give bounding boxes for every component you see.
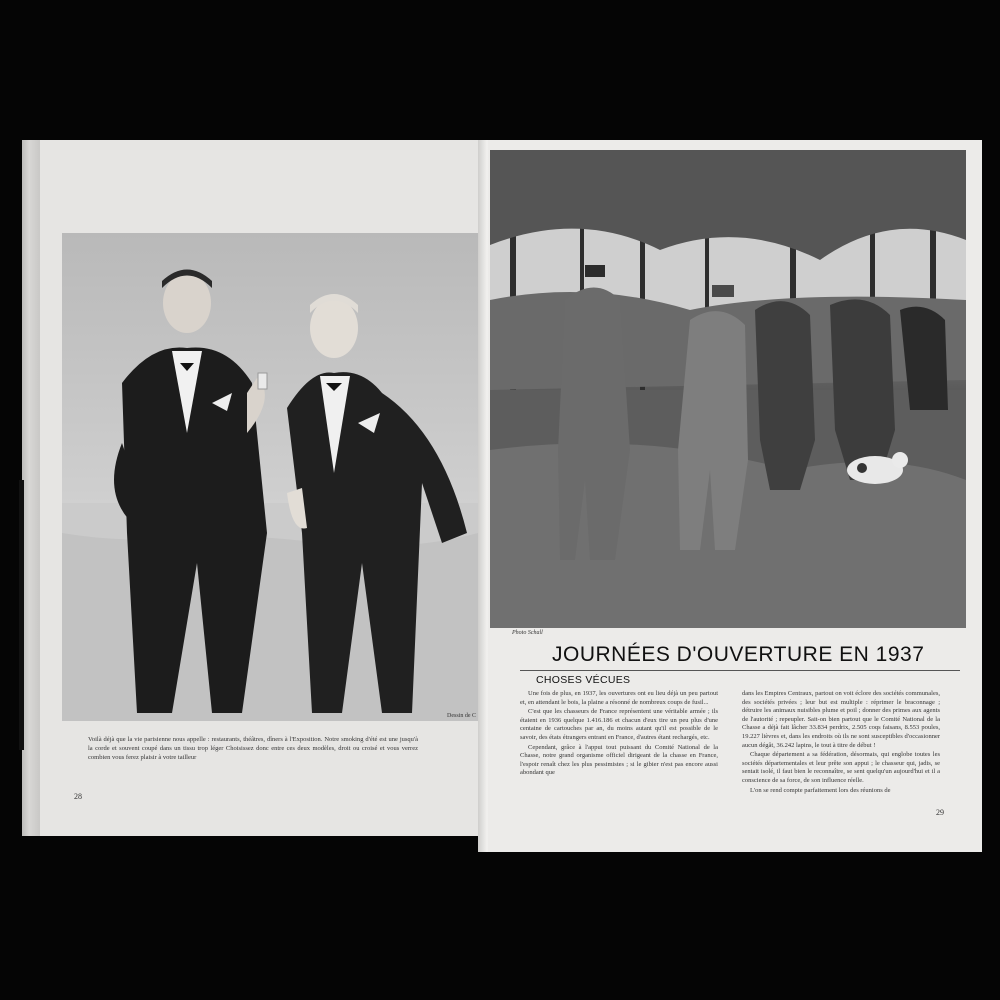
photo-credit: Photo Schall: [512, 630, 543, 636]
paragraph: C'est que les chasseurs de France représentent une véritable armée ; ils étaient en 1936 quelque 1.416.186 et chacun d'eux tire un peu plus d'une centaine de cartouches par an, du moins autant qu'il est possible de le savoir, des états étrangers entrant en France, d'autres étant rechargés, etc.: [520, 708, 718, 741]
paragraph: Chaque département a sa fédération, désormais, qui englobe toutes les sociétés départementales et leur prête son appui ; le chasseur qui, jadis, se sentait isolé, il faut bien le reconnaître, se sent quelqu'un aujourd'hui et il a conscience de sa force, de son influence réelle.: [742, 751, 940, 784]
text-column-2: [742, 690, 940, 796]
illustration-credit: Dessin de C: [447, 713, 476, 719]
page-number-left: 28: [74, 792, 82, 801]
section-heading: CHOSES VÉCUES: [536, 674, 631, 686]
paragraph: L'on se rend compte parfaitement lors des réunions de: [750, 786, 891, 794]
hunting-photo: [490, 150, 966, 628]
right-page: [488, 140, 982, 852]
paragraph: dans les Empires Centraux, partout on voit éclore des sociétés communales, des sociétés privées ; leur but est multiple : réprimer le braconnage ; détruire les animaux nuisibles plume et poil ; donner des primes aux agents de l'autorité ; repeupler. Sait-on bien partout que le Comité National de la Chasse a déjà fait lâcher 33.834 perdrix, 2.505 coqs faisans, 8.553 poules, 19.227 lièvres et, dans les endroits où ils ne sont susceptibles d'occasionner aucun dégât, 36.242 lapins, le tout à titre de début !: [742, 690, 940, 749]
left-page: [22, 140, 490, 836]
article-title: JOURNÉES D'OUVERTURE EN 1937: [552, 643, 925, 666]
illustration-caption: Voilà déjà que la vie parisienne nous appelle : restaurants, théâtres, dîners à l'Exposition. Notre smoking d'été est une jusqu'à la corde et souvent coupé dans un tissu trop léger Choisissez donc entre ces deux modèles, droit ou croisé et vous verrez combien vous ferez plaisir à votre tailleur: [88, 736, 418, 761]
paragraph: Une fois de plus, en 1937, les ouvertures ont eu lieu déjà un peu partout et, en attendant le bois, la plaine a résonné de nombreux coups de fusil...: [520, 690, 718, 706]
text-column-1: [520, 690, 718, 779]
title-rule: [520, 670, 960, 671]
page-number-right: 29: [936, 808, 944, 817]
page-edge: [22, 140, 40, 836]
tuxedo-illustration: [62, 233, 478, 721]
page-rule: [19, 480, 24, 750]
paragraph: Cependant, grâce à l'appui tout puissant du Comité National de la Chasse, notre grand organisme officiel dirigeant de la chasse en France, l'espoir renaît chez les plus pessimistes ; si le gibier n'est pas encore aussi abondant que: [520, 743, 718, 777]
